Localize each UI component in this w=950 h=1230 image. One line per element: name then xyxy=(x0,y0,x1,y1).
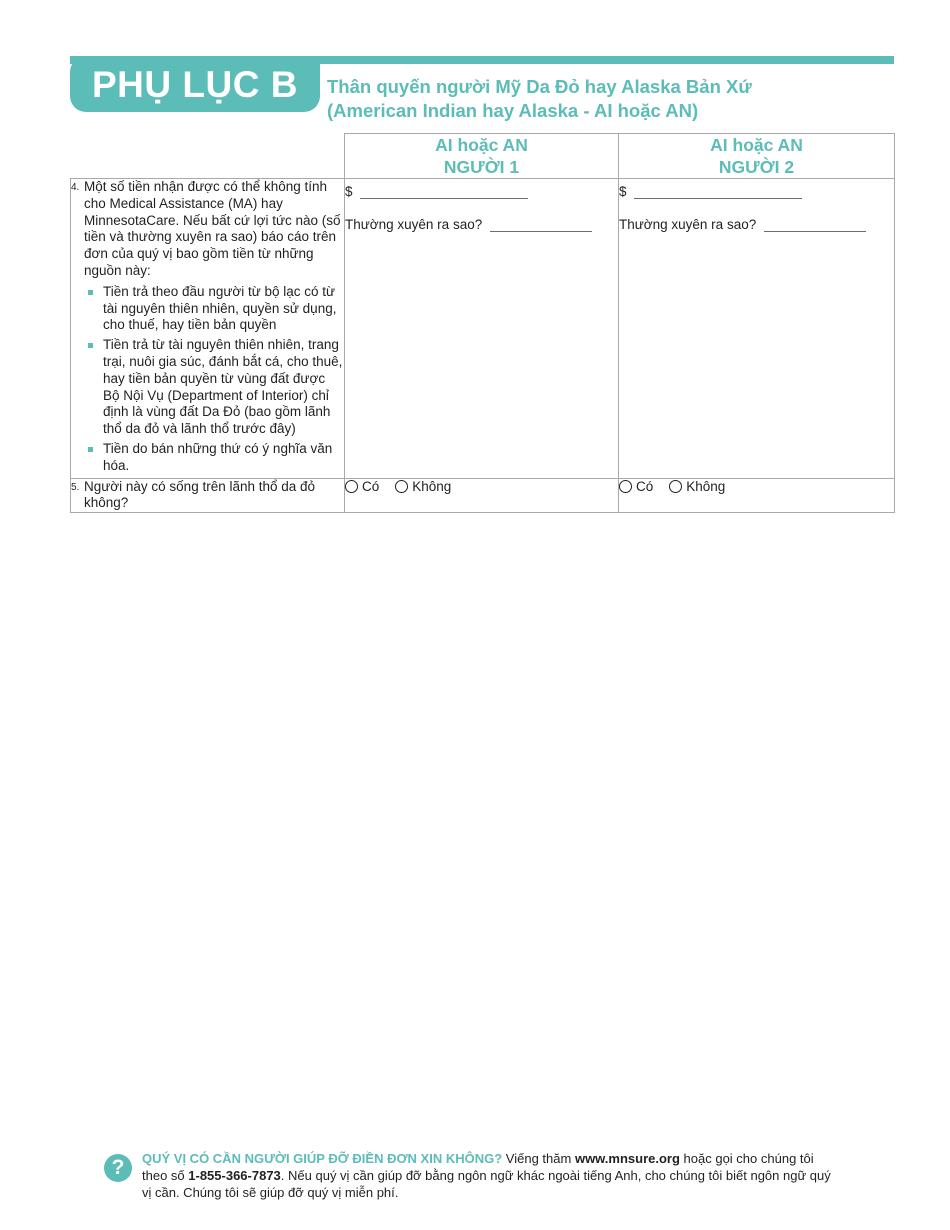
help-visit: Viếng thăm xyxy=(502,1151,575,1166)
bullet-text: Tiền trả theo đầu người từ bộ lạc có từ tài nguyên thiên nhiên, quyền sử dụng, cho thuế, hay tiền bản quyền xyxy=(103,283,337,333)
yes-label: Có xyxy=(636,478,654,494)
person-2-frequency-field[interactable] xyxy=(764,215,866,232)
help-footer xyxy=(104,1150,834,1201)
help-call: hoặc gọi cho chúng tôi theo số xyxy=(142,1151,814,1183)
frequency-label: Thường xuyên ra sao? xyxy=(345,217,483,232)
question-5-person-2-answer xyxy=(619,478,895,513)
bullet-square-icon xyxy=(88,343,93,348)
help-question-icon: ? xyxy=(104,1154,132,1182)
question-4-cell xyxy=(71,179,345,479)
list-item xyxy=(71,337,344,438)
question-4-row xyxy=(71,179,895,479)
page-subtitle xyxy=(327,75,752,123)
appendix-title: PHỤ LỤC B xyxy=(92,64,298,105)
question-4-person-2-answer xyxy=(619,179,895,479)
person-1-no-radio[interactable] xyxy=(395,480,408,493)
bullet-text: Tiền do bán những thứ có ý nghĩa văn hóa. xyxy=(103,440,333,473)
question-5-text: Người này có sống trên lãnh thổ da đỏ không? xyxy=(84,478,316,511)
dollar-sign: $ xyxy=(619,184,627,199)
frequency-label: Thường xuyên ra sao? xyxy=(619,217,757,232)
subtitle-line-1: Thân quyến người Mỹ Da Đỏ hay Alaska Bản Xứ xyxy=(327,76,752,97)
list-item xyxy=(71,284,344,334)
table-header-row xyxy=(71,134,895,179)
list-item xyxy=(71,441,344,475)
yes-label: Có xyxy=(362,478,380,494)
column-header-person-2 xyxy=(619,134,895,179)
ai-an-form-table xyxy=(70,133,895,513)
question-4-text: Một số tiền nhận được có thể không tính cho Medical Assistance (MA) hay MinnesotaCare. Nếu bất cứ lợi tức nào (số tiền và thường xuyên ra sao) báo cáo trên đơn của quý vị bao gồm tiền từ những nguồn này: xyxy=(84,179,341,278)
person-2-no-radio[interactable] xyxy=(669,480,682,493)
column-header-person-1 xyxy=(345,134,619,179)
column-1-line-2: NGƯỜI 1 xyxy=(443,157,520,177)
question-4-bullet-list xyxy=(71,284,344,475)
help-rest: . Nếu quý vị cần giúp đỡ bằng ngôn ngữ khác ngoài tiếng Anh, cho chúng tôi biết ngôn ngữ quý vị cần. Chúng tôi sẽ giúp đỡ quý vị miễn phí. xyxy=(142,1168,831,1200)
question-5-number: 5. xyxy=(71,481,80,493)
header-blank-cell xyxy=(71,134,345,179)
subtitle-line-2: (American Indian hay Alaska - AI hoặc AN) xyxy=(327,100,699,121)
person-1-yes-radio[interactable] xyxy=(345,480,358,493)
person-1-frequency-field[interactable] xyxy=(490,215,592,232)
bullet-square-icon xyxy=(88,290,93,295)
person-2-yes-radio[interactable] xyxy=(619,480,632,493)
column-1-line-1: AI hoặc AN xyxy=(435,135,528,155)
question-5-cell xyxy=(71,478,345,513)
question-5-row xyxy=(71,478,895,513)
column-2-line-2: NGƯỜI 2 xyxy=(718,157,795,177)
person-2-amount-field[interactable] xyxy=(634,182,802,199)
bullet-text: Tiền trả từ tài nguyên thiên nhiên, trang trại, nuôi gia súc, đánh bắt cá, cho thuê, hay tiền bản quyền từ vùng đất được Bộ Nội Vụ (Department of Interior) chỉ định là vùng đất Da Đỏ (bao gồm lãnh thổ da đỏ và lãnh thổ trước đây) xyxy=(103,337,343,437)
question-4-number: 4. xyxy=(71,182,80,193)
question-4-person-1-answer xyxy=(345,179,619,479)
no-label: Không xyxy=(686,478,726,494)
dollar-sign: $ xyxy=(345,184,353,199)
help-question: QUÝ VỊ CÓ CẦN NGƯỜI GIÚP ĐỠ ĐIỀN ĐƠN XIN KHÔNG? xyxy=(142,1151,503,1166)
no-label: Không xyxy=(412,478,452,494)
help-footer-text xyxy=(142,1150,832,1201)
column-2-line-1: AI hoặc AN xyxy=(710,135,803,155)
bullet-square-icon xyxy=(88,447,93,452)
help-website: www.mnsure.org xyxy=(574,1151,680,1166)
appendix-tab xyxy=(70,56,320,112)
help-phone: 1-855-366-7873 xyxy=(188,1168,281,1183)
question-5-person-1-answer xyxy=(345,478,619,513)
person-1-amount-field[interactable] xyxy=(360,182,528,199)
